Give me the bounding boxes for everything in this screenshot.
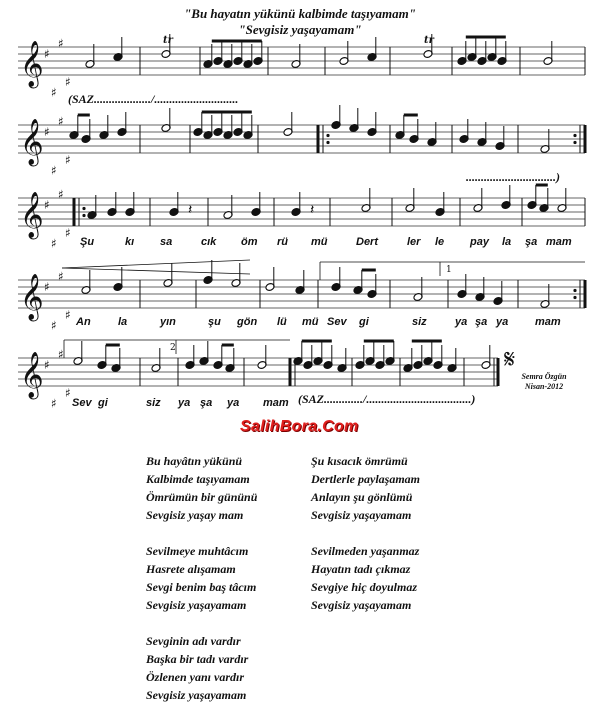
lyric-syllable: mam [263,397,289,409]
right_col-line: Hayatın tadı çıkmaz [311,562,411,576]
poem-right-column [311,452,420,614]
sharp-icon: ♯ [51,85,57,100]
sharp-icon: ♯ [58,114,64,129]
right_col-line: Anlayın şu gönlümü [311,490,413,504]
volta-number: 2 [170,343,176,353]
rest-icon: 𝄽 [188,202,193,218]
left_col-line: Sevgisiz yaşay mam [146,508,244,522]
credit-name: Semra Özgün [521,372,567,381]
treble-clef-icon: 𝄞 [20,41,44,87]
sharp-icon: ♯ [58,36,64,51]
credit-date: Nisan-2012 [524,382,564,391]
composer-credit [514,372,574,392]
lyric-syllable: Şu [80,236,95,248]
lyric-syllable: şa [475,316,488,328]
lyric-syllable: gi [98,397,108,409]
lyric-syllable: gön [237,316,258,328]
lyric-syllable: mü [311,236,328,248]
repeat-dot [82,207,85,210]
segno-icon: 𝄋 [504,345,516,375]
right_col-line: Şu kısacık ömrümü [311,454,408,468]
repeat-dot [573,141,576,144]
volta-number: 1 [446,265,452,275]
sharp-icon: ♯ [58,187,64,202]
sharp-icon: ♯ [51,236,57,251]
sharp-icon: ♯ [65,386,71,400]
sharp-icon: ♯ [44,358,50,372]
repeat-dot [326,134,329,137]
left_col-line: Sevilmeye muhtâcım [146,544,249,558]
repeat-dot [82,214,85,217]
sharp-icon: ♯ [44,198,50,212]
treble-clef-icon: 𝄞 [20,119,44,165]
lyric-syllable: ya [496,316,509,328]
lyric-syllable: şu [208,316,221,328]
saz-intro-end: ..............................) [466,170,560,184]
lyric-syllable: la [118,316,128,328]
lyric-syllable: Sev [327,316,347,328]
sharp-icon: ♯ [51,163,57,178]
saz-interlude-label: (SAZ............./...................................) [298,392,476,406]
rest-icon: 𝄽 [310,202,315,218]
lyric-syllable: ler [407,236,421,248]
lyric-syllable: le [435,236,445,248]
site-logo: SalihBora.Com [240,418,359,435]
left_col-line: Sevgisiz yaşayamam [146,688,247,702]
lyric-syllable: gi [359,316,369,328]
lyric-syllable: siz [412,316,427,328]
lyric-syllable: ya [455,316,468,328]
sharp-icon: ♯ [58,347,64,362]
sharp-icon: ♯ [58,269,64,284]
repeat-dot [573,289,576,292]
sharp-icon: ♯ [65,75,71,89]
treble-clef-icon: 𝄞 [20,274,44,320]
lyric-syllable: mam [535,316,561,328]
right_col-line: Sevilmeden yaşanmaz [311,544,420,558]
lyric-syllable: yın [160,316,176,328]
sharp-icon: ♯ [65,226,71,240]
song-title: "Bu hayatın yükünü kalbimde taşıyamam" [184,6,416,21]
lyric-syllable: şa [525,236,538,248]
lyric-syllable: öm [241,236,258,248]
treble-clef-icon: 𝄞 [20,352,44,398]
right_col-line: Sevgiye hiç doyulmaz [311,580,417,594]
repeat-dot [573,134,576,137]
lyric-syllable: pay [470,236,489,248]
left_col-line: Sevgisiz yaşayamam [146,598,247,612]
left_col-line: Özlenen yanı vardır [146,670,245,684]
lyric-syllable: mü [302,316,319,328]
lyric-syllable: ya [178,397,191,409]
right_col-line: Sevgisiz yaşayamam [311,508,412,522]
left_col-line: Ömrümün bir gününü [146,490,258,504]
sharp-icon: ♯ [65,308,71,322]
lyric-syllable: An [76,316,91,328]
sharp-icon: ♯ [65,153,71,167]
left_col-line: Başka bir tadı vardır [146,652,249,666]
song-subtitle: "Sevgisiz yaşayamam" [238,22,362,37]
lyric-syllable: kı [125,236,135,248]
crescendo-line [62,260,250,268]
left_col-line: Kalbimde taşıyamam [146,472,250,486]
treble-clef-icon: 𝄞 [20,192,44,238]
lyric-syllable: siz [146,397,161,409]
sharp-icon: ♯ [51,396,57,411]
lyric-syllable: rü [277,236,288,248]
lyric-syllable: mam [546,236,572,248]
saz-intro-label: (SAZ.................../............................ [68,92,239,106]
lyric-syllable: ya [227,397,240,409]
poem-left-column [146,452,257,704]
right_col-line: Dertlerle paylaşamam [311,472,420,486]
lyric-syllable: şa [200,397,213,409]
lyric-syllable: Sev [72,397,92,409]
left_col-line: Hasrete alışamam [146,562,236,576]
right_col-line: Sevgisiz yaşayamam [311,598,412,612]
trill-mark: tr [424,35,434,46]
lyric-syllable: la [502,236,512,248]
left_col-line: Sevginin adı vardır [146,634,241,648]
repeat-dot [573,296,576,299]
sharp-icon: ♯ [51,318,57,333]
sharp-icon: ♯ [44,280,50,294]
sharp-icon: ♯ [44,125,50,139]
lyric-syllable: cık [201,236,217,248]
trill-mark: tr [163,35,173,46]
repeat-dot [326,141,329,144]
left_col-line: Sevgi benim baş tâcım [146,580,257,594]
left_col-line: Bu hayâtın yükünü [146,454,243,468]
lyric-syllable: sa [160,236,173,248]
lyric-syllable: Dert [356,236,379,248]
lyric-syllable: lü [277,316,287,328]
sharp-icon: ♯ [44,47,50,61]
